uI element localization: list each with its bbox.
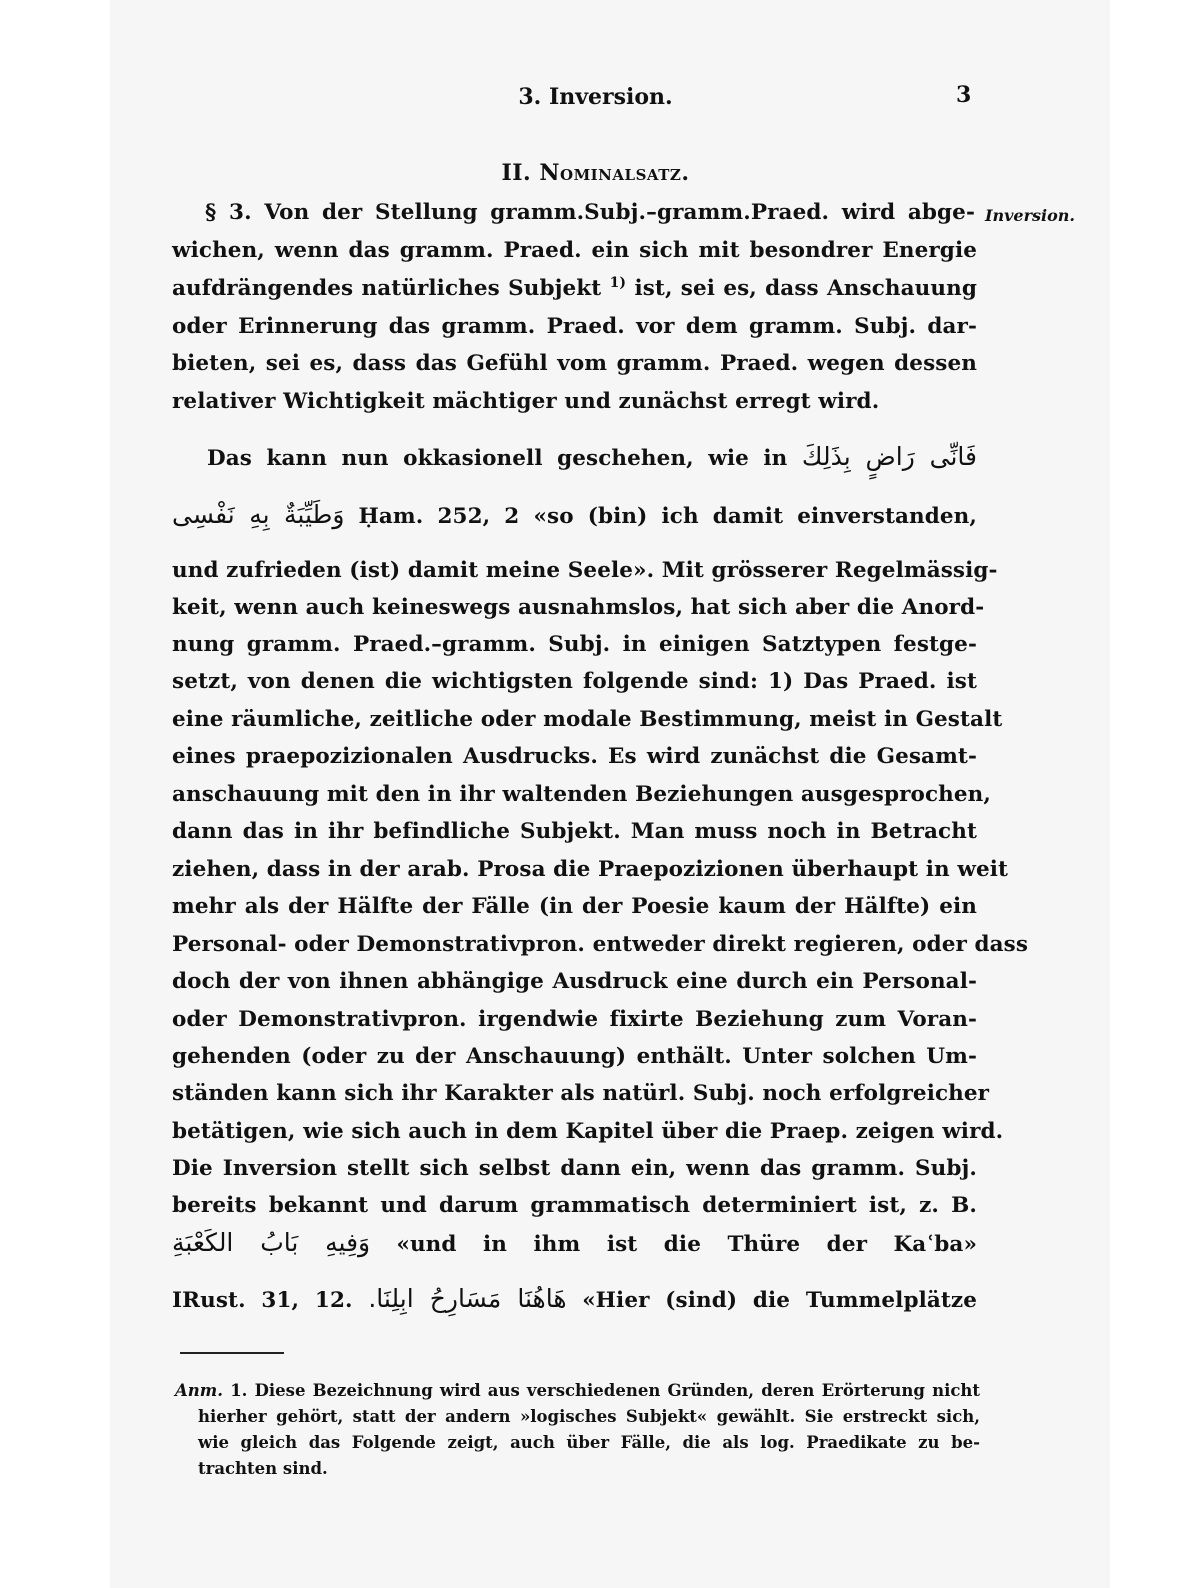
footnote-line: hierher gehört, statt der andern »logisches Subjekt« gewählt. Sie erstreckt sich, (198, 1407, 980, 1426)
body-line: dann das in ihr befindliche Subjekt. Man muss noch in Betracht (172, 819, 977, 844)
body-line: gehenden (oder zu der Anschauung) enthält. Unter solchen Um- (172, 1044, 977, 1069)
body-line: Die Inversion stellt sich selbst dann ein, wenn das gramm. Subj. (172, 1156, 977, 1181)
translation: «Hier (sind) die Tummelplätze (582, 1288, 977, 1313)
body-line: oder Erinnerung das gramm. Praed. vor dem gramm. Subj. dar- (172, 314, 977, 339)
body-line: nung gramm. Praed.–gramm. Subj. in einigen Satztypen festge- (172, 632, 977, 657)
body-line: § 3. Von der Stellung gramm.Subj.–gramm.Praed. wird abge- (205, 200, 975, 225)
body-line: anschauung mit den in ihr waltenden Beziehungen ausgesprochen, (172, 782, 992, 807)
arabic-quote: وَطَيِّبَةٌ بِهِ نَفْسِى (172, 500, 345, 529)
footnote-line (175, 1378, 980, 1403)
example-citation-line (172, 500, 977, 532)
section-title: Nominalsatz. (539, 160, 690, 186)
footnote-ref[interactable]: 1) (609, 274, 627, 291)
footnote-line: trachten sind. (198, 1459, 328, 1478)
marginal-note: Inversion. (985, 206, 1075, 225)
body-line: bieten, sei es, dass das Gefühl vom gramm. Praed. wegen dessen (172, 351, 977, 376)
page-number: 3 (956, 82, 972, 108)
body-line: eine räumliche, zeitliche oder modale Bestimmung, meist in Gestalt (172, 707, 1003, 732)
citation: IRust. 31, 12. (172, 1288, 353, 1313)
example-intro-line (207, 442, 977, 474)
body-line: bereits bekannt und darum grammatisch determiniert ist, z. B. (172, 1193, 977, 1218)
body-line: betätigen, wie sich auch in dem Kapitel über die Praep. zeigen wird. (172, 1119, 1004, 1144)
arabic-quote: هَاهُنَا مَسَارِحُ ابِلِنَا. (368, 1284, 567, 1313)
body-line-rest: ist, sei es, dass Anschauung (634, 276, 978, 301)
body-line: setzt, von denen die wichtigsten folgende sind: 1) Das Praed. ist (172, 669, 977, 694)
footnote-line: wie gleich das Folgende zeigt, auch über Fälle, die als log. Praedikate zu be- (198, 1433, 980, 1452)
citation: Ḥam. 252, 2 «so (bin) ich damit einverstanden, (358, 504, 977, 529)
footnote-label: Anm. (175, 1381, 224, 1400)
body-line-with-footnote (172, 274, 977, 304)
running-title: 3. Inversion. (518, 84, 673, 110)
example-line (172, 1228, 977, 1260)
example-line (172, 1284, 977, 1316)
body-line: keit, wenn auch keineswegs ausnahmslos, hat sich aber die Anord- (172, 595, 985, 620)
body-line: eines praepozizionalen Ausdrucks. Es wird zunächst die Gesamt- (172, 744, 977, 769)
arabic-quote: وَفِيهِ بَابُ الكَعْبَةِ (172, 1228, 371, 1257)
body-line: mehr als der Hälfte der Fälle (in der Poesie kaum der Hälfte) ein (172, 894, 977, 919)
body-line: Personal- oder Demonstrativpron. entweder direkt regieren, oder dass (172, 932, 1029, 957)
footnote-text: 1. Diese Bezeichnung wird aus verschiedenen Gründen, deren Erörterung nicht (230, 1381, 980, 1400)
body-line: wichen, wenn das gramm. Praed. ein sich mit besondrer Energie (172, 238, 977, 263)
body-line: doch der von ihnen abhängige Ausdruck eine durch ein Personal- (172, 969, 977, 994)
body-line: ziehen, dass in der arab. Prosa die Praepozizionen überhaupt in weit (172, 857, 1009, 882)
example-intro: Das kann nun okkasionell geschehen, wie in (207, 446, 788, 471)
section-numeral: II. (501, 160, 532, 186)
body-line: oder Demonstrativpron. irgendwie fixirte Beziehung zum Voran- (172, 1007, 977, 1032)
section-heading (0, 160, 1191, 186)
translation: «und in ihm ist die Thüre der Kaʿba» (396, 1232, 977, 1257)
body-line: ständen kann sich ihr Karakter als natürl. Subj. noch erfolgreicher (172, 1081, 990, 1106)
body-line-start: aufdrängendes natürliches Subjekt (172, 276, 602, 301)
footnote-rule (180, 1352, 284, 1354)
arabic-quote: فَانِّى رَاضٍ بِذَلِكَ (801, 442, 977, 471)
body-line: und zufrieden (ist) damit meine Seele». Mit grösserer Regelmässig- (172, 558, 998, 583)
body-line: relativer Wichtigkeit mächtiger und zunächst erregt wird. (172, 389, 880, 414)
